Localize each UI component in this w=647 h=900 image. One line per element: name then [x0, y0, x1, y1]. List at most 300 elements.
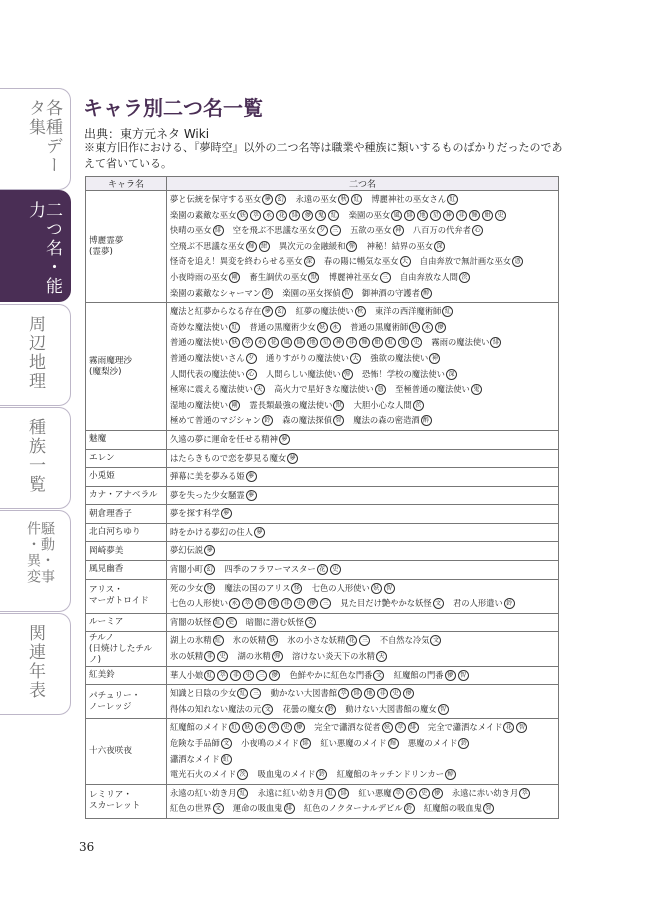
source-work-badge: 史 [294, 598, 305, 609]
epithet-line [170, 286, 555, 302]
epithet-cell [167, 468, 559, 487]
source-work-badge: 星 [320, 337, 331, 348]
source-work-badge: 幻 [275, 194, 286, 205]
source-work-badge: 怪 [291, 583, 302, 594]
epithet-line [170, 767, 555, 783]
epithet-text: 神秘！結界の巫女 [358, 240, 434, 251]
table-row [86, 191, 559, 303]
side-tab-epithets-abilities[interactable] [0, 190, 71, 302]
source-work-badge: 萃 [393, 788, 404, 799]
source-work-badge: 三 [380, 272, 391, 283]
source-work-badge: 地 [364, 688, 375, 699]
source-work-badge: 永 [263, 210, 274, 221]
source-work-badge: 史 [281, 722, 292, 733]
epithet-text: 自由奔放で無計画な巫女 [411, 256, 512, 267]
epithet-text: 弾幕に美を夢みる姫 [170, 471, 245, 482]
epithet-line [170, 351, 555, 367]
epithet-text: 氷の妖精 [170, 651, 204, 662]
source-work-badge: 紅 [213, 635, 224, 646]
epithet-text: 瀟洒なメイド [170, 753, 220, 764]
table-row [86, 579, 559, 613]
epithet-text: 危険な手品師 [170, 738, 220, 748]
source-work-badge: 非 [281, 598, 292, 609]
epithet-text: 吸血鬼のメイド [249, 769, 316, 780]
source-work-badge: 鈴 [325, 704, 336, 715]
source-work-badge: 夢 [204, 545, 215, 556]
table-row [86, 505, 559, 524]
epithet-line [170, 223, 555, 239]
epithet-text: 紅魔館のメイド [170, 722, 228, 733]
side-tab-label: 各種データ集 [25, 99, 62, 175]
source-work-badge: 弾 [342, 369, 353, 380]
table-row [86, 486, 559, 505]
table-row [86, 784, 559, 818]
source-work-badge: 緋 [490, 337, 501, 348]
epithet-line [170, 320, 555, 336]
source-work-badge: 緋 [255, 598, 266, 609]
source-work-badge: 史 [226, 617, 237, 628]
epithet-text: 楽園の素敵なシャーマン [170, 287, 262, 298]
epithet-line [170, 668, 555, 684]
table-row [86, 613, 559, 632]
source-work-badge: 非 [377, 688, 388, 699]
epithet-text: 霊長類最強の魔法使い [241, 399, 333, 410]
source-work-badge: 剛 [229, 272, 240, 283]
epithet-text: 魔法の森の密造酒 [345, 415, 420, 426]
source-work-badge: 紅 [229, 722, 240, 733]
epithet-text: 奇妙な魔法使い [170, 321, 229, 332]
source-work-badge: 史 [330, 564, 341, 575]
source-work-badge: 妖 [242, 722, 253, 733]
character-name: カナ・アナベラル [86, 486, 167, 505]
epithet-line [170, 581, 555, 597]
epithet-line [170, 801, 555, 817]
character-name: ルーミア [86, 613, 167, 632]
epithet-text: 夢を探す科学 [170, 508, 220, 519]
epithet-line [170, 192, 555, 208]
epithet-cell [167, 449, 559, 468]
source-work-badge: 妖 [267, 635, 278, 646]
source-work-badge: 深 [434, 241, 445, 252]
epithet-cell [167, 523, 559, 542]
epithet-line [170, 254, 555, 270]
source-work-badge: 萃 [395, 722, 406, 733]
epithet-cell [167, 666, 559, 685]
source-work-badge: 永 [229, 598, 240, 609]
epithet-text: 死の少女 [170, 582, 204, 593]
epithet-text: 湖上の氷精 [170, 635, 212, 646]
column-header-character: キャラ名 [86, 177, 167, 191]
source-work-badge: 地 [307, 337, 318, 348]
source-work-badge: 智 [516, 722, 527, 733]
table-row [86, 719, 559, 784]
epithet-text: 四季のフラワーマスター [216, 564, 316, 575]
source-work-badge: 緋 [289, 210, 300, 221]
source-work-badge: 茨 [413, 400, 424, 411]
source-work-badge: 紅 [237, 688, 248, 699]
source-work-badge: 天 [254, 384, 265, 395]
epithet-text: 溶けない炎天下の氷精 [283, 651, 375, 662]
source-work-badge: 鬼 [471, 384, 482, 395]
source-work-badge: 永 [255, 722, 266, 733]
character-name: 風見幽香 [86, 561, 167, 580]
side-tab-label: 種族一覧 [25, 418, 45, 494]
source-work-badge: 文 [305, 617, 316, 628]
source-work-badge: 幻 [275, 306, 286, 317]
source-work-badge: 儚 [302, 210, 313, 221]
epithet-text: 人間代表の魔法使い [170, 368, 245, 379]
side-tab-label: 騒動・事件・異変 [25, 521, 55, 585]
epithet-text: 強欲の魔法使い [361, 352, 429, 363]
epithet-text: 恐怖！学校の魔法使い [353, 368, 445, 379]
source-work-badge: 弾 [272, 651, 283, 662]
epithet-text: 七色の人形使い [303, 582, 370, 593]
epithet-text: 快晴の巫女 [170, 225, 212, 236]
source-work-badge: 鈴 [504, 598, 515, 609]
epithet-text: 小夜時雨の巫女 [170, 271, 229, 282]
epithet-text: 宵闇の妖怪 [170, 616, 212, 627]
epithet-text: 楽園の素敵な巫女 [170, 209, 237, 220]
source-work-badge: 獣 [308, 272, 319, 283]
column-header-epithet: 二つ名 [167, 177, 559, 191]
page-title: キャラ別二つ名一覧 [83, 96, 263, 120]
source-work-badge: 儚 [403, 688, 414, 699]
epithet-line [170, 720, 555, 736]
epithet-line [170, 752, 555, 768]
side-tab-chronology[interactable] [0, 613, 71, 715]
table-row [86, 542, 559, 561]
epithet-text: 華人小娘 [170, 669, 204, 680]
source-work-badge: 秋 [338, 194, 349, 205]
epithet-text: 君の人形遣い [444, 598, 503, 609]
epithet-text: 極寒に震える魔法使い [170, 384, 253, 395]
source-work-badge: 鈴 [458, 738, 469, 749]
epithet-text: 怪奇を追え！異変を終わらせる巫女 [170, 256, 303, 267]
epithet-text: 氷の小さな妖精 [279, 635, 346, 646]
epithet-text: はたらきもので恋を夢見る魔女 [170, 452, 287, 463]
note-paragraph: ※東方旧作における、『夢時空』以外の二つ名等は職業や種族に類いするものばかりだったのであえて省いている。 [84, 141, 563, 170]
source-work-badge: 妖 [229, 337, 240, 348]
source-work-badge: 史 [495, 210, 506, 221]
source-work-badge: 儚 [445, 670, 456, 681]
epithet-line [170, 239, 555, 255]
epithet-line [170, 413, 555, 429]
epithet-text: 霧雨の魔法使い [423, 337, 490, 348]
epithet-line [170, 432, 555, 448]
source-work-badge: 神 [429, 353, 440, 364]
epithet-text: 久遠の夢に運命を任せる精神 [170, 433, 278, 444]
source-work-badge: 夢 [262, 306, 273, 317]
epithet-line [170, 786, 555, 802]
epithet-text: 空を飛ぶ不思議な巫女 [224, 225, 316, 236]
table-row [86, 303, 559, 431]
source-work-badge: 鬼 [398, 337, 409, 348]
epithet-text: 八百万の代弁者 [404, 225, 471, 236]
source-work-badge: 儚 [435, 322, 446, 333]
epithet-line [170, 506, 555, 522]
epithet-text: 空飛ぶ不思議な巫女 [170, 240, 245, 251]
source-work-badge: 輝 [359, 337, 370, 348]
epithet-text: 小夜鳴のメイド [232, 738, 300, 748]
source-work-badge: 緋 [300, 738, 311, 749]
epithet-text: 御神酒の守護者 [353, 287, 420, 298]
source-work-badge: 花 [317, 564, 328, 575]
epithet-line [170, 525, 555, 541]
source-work-badge: 紅 [351, 194, 362, 205]
source-work-badge: 風 [281, 337, 292, 348]
source-work-badge: 儚 [307, 598, 318, 609]
source-work-badge: 夢 [279, 434, 290, 445]
table-row [86, 468, 559, 487]
epithet-text: 五欲の巫女 [341, 225, 392, 236]
source-work-badge: 紅 [213, 617, 224, 628]
page-number: 36 [79, 840, 95, 854]
epithet-line [170, 335, 555, 351]
source-work-badge: 萃 [250, 210, 261, 221]
epithet-text: 湿地の魔法使い [170, 399, 229, 410]
source-work-badge: 三 [330, 225, 341, 236]
source-work-badge: 酔 [445, 769, 456, 780]
source-work-badge: 文 [262, 704, 273, 715]
source-work-badge: 永 [330, 322, 341, 333]
source-work-badge: 茨 [459, 272, 470, 283]
epithet-text: 至極普通の魔法使い [386, 384, 470, 395]
source-work-badge: 史 [419, 788, 430, 799]
source-work-badge: 花 [268, 337, 279, 348]
epithet-text: 宵闇小町 [170, 564, 204, 575]
epithet-text: 大胆小心な人間 [345, 399, 412, 410]
source-work-badge: 酔 [421, 288, 432, 299]
epithet-cell [167, 632, 559, 666]
source-work-badge: 儚 [432, 788, 443, 799]
source-work-badge: 永 [422, 322, 433, 333]
epithet-text: 東洋の西洋魔術師 [366, 306, 442, 317]
source-work-badge: 秋 [355, 306, 366, 317]
side-tab-label: 二つ名・能力 [25, 201, 62, 296]
epithet-text: 不自然な冷気 [371, 635, 430, 646]
epithet-cell [167, 430, 559, 449]
source-work-badge: 輝 [469, 210, 480, 221]
source-work-badge: 緋 [284, 803, 295, 814]
source-work-badge: 夕 [246, 353, 257, 364]
source-work-badge: 幻 [204, 564, 215, 575]
source-work-badge: 智 [342, 288, 353, 299]
source-work-badge: 妖 [317, 322, 328, 333]
source-work-badge: 大 [400, 256, 411, 267]
source-work-badge: 夢 [262, 194, 273, 205]
epithet-text: 紅魔館の吸血鬼 [415, 803, 483, 814]
epithet-text: 人間らしい魔法使い [257, 368, 341, 379]
source-work-badge: 紺 [259, 241, 270, 252]
source-work-badge: 地 [268, 598, 279, 609]
source-work-badge: 智 [384, 583, 395, 594]
epithet-text: 楽園の巫女探偵 [274, 287, 341, 298]
source-work-badge: 妖 [371, 583, 382, 594]
source-work-badge: 史 [411, 337, 422, 348]
epithet-line [170, 633, 555, 649]
source-work-badge: 花 [503, 722, 514, 733]
source-work-badge: 緋 [351, 688, 362, 699]
source-work-badge: 永 [255, 337, 266, 348]
source-work-badge: 文 [221, 738, 232, 749]
character-name: 小兎姫 [86, 468, 167, 487]
source-work-badge: 智 [458, 670, 469, 681]
table-row [86, 523, 559, 542]
epithet-line [170, 208, 555, 224]
source-work-badge: 非 [230, 670, 241, 681]
source-work-badge: 智 [483, 803, 494, 814]
source-work-badge: 紅 [229, 322, 240, 333]
epithet-cell [167, 542, 559, 561]
epithet-text: 紅魔館のキッチンドリンカー [328, 769, 445, 780]
epithet-text: 自由奔放な人間 [391, 271, 458, 282]
source-work-badge: 文 [430, 635, 441, 646]
side-tab-label: 周辺地理 [25, 315, 45, 391]
source-work-badge: 鈴 [262, 288, 273, 299]
epithet-text: 湖の氷精 [229, 651, 271, 662]
side-tab-species[interactable] [0, 407, 71, 509]
source-work-badge: 萃 [338, 688, 349, 699]
epithet-text: 通りすがりの魔法使い [257, 352, 349, 363]
epithet-line [170, 615, 555, 631]
source-work-badge: 憑 [512, 256, 523, 267]
table-row [86, 632, 559, 666]
source-work-badge: 儚 [269, 670, 280, 681]
source-work-badge: 妖 [237, 210, 248, 221]
source-work-badge: 風 [391, 210, 402, 221]
source-work-badge: 心 [472, 225, 483, 236]
table-row [86, 430, 559, 449]
character-name: 紅美鈴 [86, 666, 167, 685]
epithet-text: 普通の魔法使いさん [170, 352, 245, 363]
table-row [86, 561, 559, 580]
source-work-badge: 三 [320, 598, 331, 609]
epithet-cell [167, 505, 559, 524]
epithet-text: 普通の黒魔術師 [341, 321, 409, 332]
epithet-text: 極めて普通のマジシャン [170, 415, 261, 426]
epithet-text: 色鮮やかに紅色な門番 [281, 669, 373, 680]
epithet-text: 夢を失った少女騒霊 [170, 489, 245, 500]
epithet-text: 知識と日陰の少女 [170, 688, 237, 699]
source-work-badge: 鈴 [262, 415, 273, 426]
source-work-badge: 鈴 [404, 803, 415, 814]
epithet-text: 魔法と紅夢からなる存在 [170, 306, 262, 317]
source-work-badge: 虹 [385, 337, 396, 348]
side-tab-data-collection[interactable] [0, 88, 71, 190]
epithet-cell [167, 191, 559, 303]
character-name: レミリア・ スカーレット [86, 784, 167, 818]
epithet-text: 得体の知れない魔法の元 [170, 703, 262, 714]
epithet-cell [167, 613, 559, 632]
source-work-badge: 紺 [372, 337, 383, 348]
epithet-text: 紅い悪魔 [350, 787, 392, 798]
epithet-line [170, 451, 555, 467]
source-work-badge: 花 [276, 210, 287, 221]
epithet-text: 見た目だけ艶やかな妖怪 [332, 598, 432, 609]
source-line: 出典：東方元ネタ Wiki [84, 127, 210, 141]
source-work-badge: 萃 [268, 722, 279, 733]
epithet-text: 紅い悪魔のメイド [312, 738, 387, 748]
source-work-badge: 夢 [246, 471, 257, 482]
source-work-badge: 文 [373, 670, 384, 681]
table-row [86, 685, 559, 719]
epithet-cell [167, 685, 559, 719]
source-work-badge: 史 [390, 688, 401, 699]
character-name: 霧雨魔理沙 (魔梨沙) [86, 303, 167, 431]
epithet-text: 永遠に紅い幼き月 [249, 787, 325, 798]
source-work-badge: 鈴 [316, 769, 327, 780]
source-work-badge: 紺 [482, 210, 493, 221]
character-name: 朝倉理香子 [86, 505, 167, 524]
source-work-badge: 剛 [229, 400, 240, 411]
epithet-text: 暗闇に潜む妖怪 [237, 616, 304, 627]
epithet-line [170, 596, 555, 612]
character-name: アリス・ マーガトロイド [86, 579, 167, 613]
epithet-text: 永遠の巫女 [287, 194, 338, 204]
epithet-text: 夢幻伝説 [170, 545, 204, 556]
epithet-text: 普通の黒魔術少女 [241, 321, 316, 332]
epithet-text: 電光石火のメイド [170, 769, 237, 780]
source-work-badge: 萃 [242, 598, 253, 609]
table-row [86, 449, 559, 468]
source-work-badge: 夢 [254, 527, 265, 538]
source-work-badge: 三 [250, 688, 261, 699]
epithet-text: 魔法の国のアリス [216, 582, 291, 593]
source-work-badge: 三 [359, 635, 370, 646]
epithet-text: 氷の妖精 [224, 635, 266, 646]
source-work-badge: 緋 [408, 722, 419, 733]
source-work-badge: 非 [456, 210, 467, 221]
side-tab-incidents[interactable] [0, 510, 71, 612]
source-work-badge: 文 [213, 803, 224, 814]
source-work-badge: 神 [333, 337, 344, 348]
epithet-line [170, 488, 555, 504]
epithet-text: 夢と伝統を保守する巫女 [170, 194, 262, 204]
epithet-line [170, 367, 555, 383]
epithet-text: 運命の吸血鬼 [224, 803, 283, 814]
epithet-text: 動けない大図書館の魔女 [337, 703, 437, 714]
source-work-badge: 史 [243, 670, 254, 681]
epithet-text: 畜生調伏の巫女 [241, 271, 308, 282]
source-work-badge: 萃 [242, 337, 253, 348]
source-work-badge: 憑 [375, 384, 386, 395]
source-work-badge: 酔 [421, 415, 432, 426]
epithet-cell [167, 303, 559, 431]
side-tab-geography[interactable] [0, 304, 71, 406]
character-name: 博麗霊夢 (霊夢) [86, 191, 167, 303]
epithet-text: 悪魔のメイド [399, 738, 458, 748]
epithet-text: 花曇の魔女 [274, 703, 325, 714]
source-work-badge: 史 [217, 651, 228, 662]
epithet-line [170, 562, 555, 578]
epithet-line [170, 543, 555, 559]
source-work-badge: 非 [204, 651, 215, 662]
source-work-badge: 弾 [346, 241, 357, 252]
epithet-text: 異次元の金融緩和 [270, 240, 346, 251]
source-work-badge: 星 [430, 210, 441, 221]
source-work-badge: 非 [346, 337, 357, 348]
epithet-text: 七色の人形使い [170, 598, 229, 609]
source-work-badge: 深 [446, 369, 457, 380]
character-name: 魅魔 [86, 430, 167, 449]
source-work-badge: 天 [376, 651, 387, 662]
source-work-badge: 永 [406, 788, 417, 799]
source-work-badge: 神 [443, 210, 454, 221]
source-work-badge: 夢 [221, 508, 232, 519]
character-name: 北白河ちゆり [86, 523, 167, 542]
epithet-text: 高火力で星好きな魔法使い [265, 384, 374, 395]
source-work-badge: 萃 [519, 788, 530, 799]
